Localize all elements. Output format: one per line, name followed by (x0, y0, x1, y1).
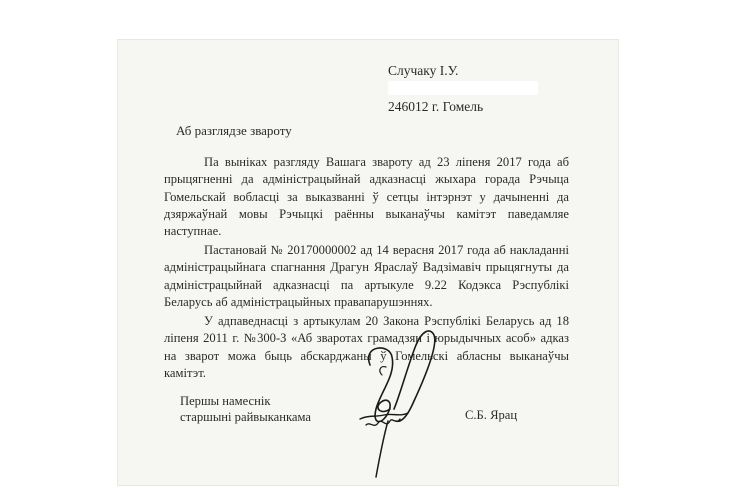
paragraph-1: Па выніках разгляду Вашага звароту ад 23 ліпеня 2017 года аб прыцягненні да адміністрацыйнай адказнасці жыхара горада Рэчыца Гомельскай вобласці за выказванні ў сетцы інтэрнэт у дачыненні да дзяржаўнай мовы Рэчыцкі раённы выканаўчы камітэт паведамляе наступнае. (164, 155, 569, 239)
paragraph-2: Пастановай № 20170000002 ад 14 верасня 2017 года аб накладанні адміністрацыйнага спагнання Драгун Яраслаў Вадзімавіч прыцягнуты да адміністрацыйнай адказнасці па артыкуле 9.22 Кодэкса Рэспублікі Беларусь аб адміністрацыйных правапарушэннях. (164, 243, 569, 309)
letter-page (118, 40, 618, 485)
addressee-name: Случаку І.У. (388, 63, 459, 78)
addressee-city: 246012 г. Гомель (388, 99, 484, 114)
signatory-title (180, 393, 311, 425)
redaction-box (388, 81, 538, 95)
signatory-title-line-2: старшыні райвыканкама (180, 410, 311, 424)
paragraph-3: У адпаведнасці з артыкулам 20 Закона Рэспублікі Беларусь ад 18 ліпеня 2011 г. №300-З «Аб зваротах грамадзян і юрыдычных асоб» адказ на зварот можа быць абскарджаны ў Гомельскі абласны выканаўчы камітэт. (164, 314, 569, 380)
signatory-name: С.Б. Ярац (465, 408, 518, 422)
signatory-title-line-1: Першы намеснік (180, 394, 271, 408)
handwritten-signature (330, 305, 442, 483)
letter-subject: Аб разглядзе звароту (176, 123, 292, 138)
